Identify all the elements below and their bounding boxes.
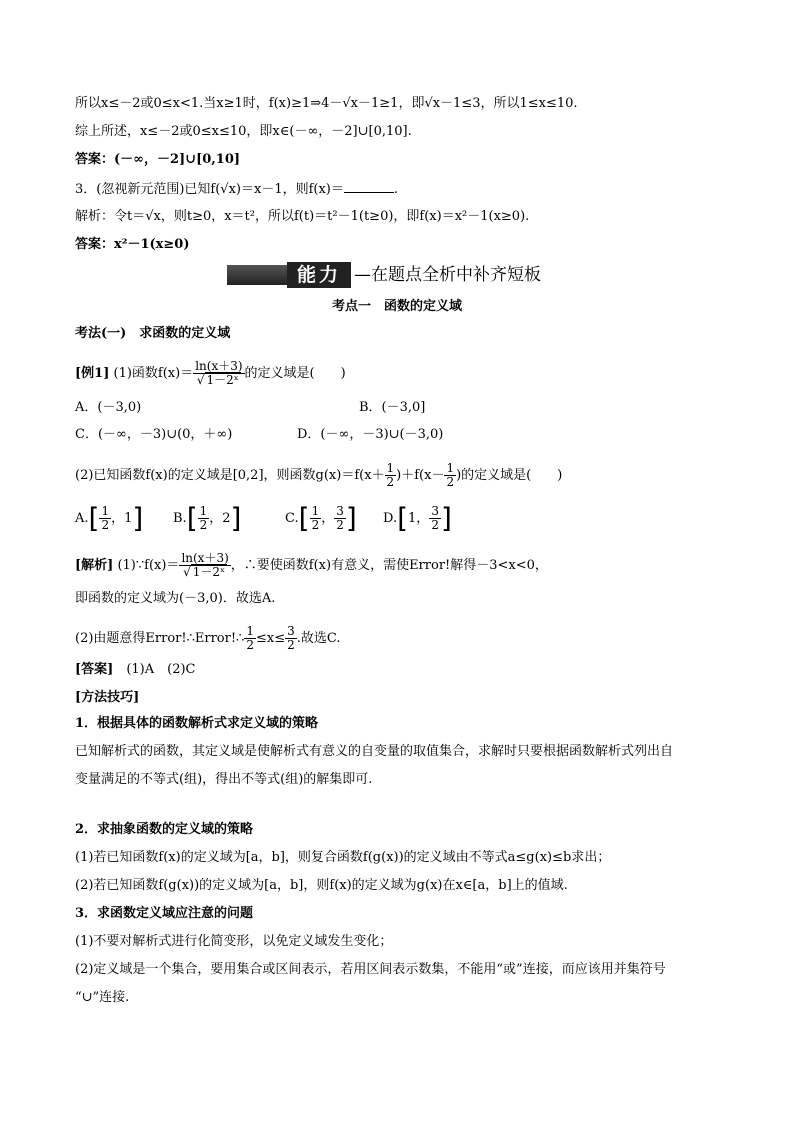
solution-label: [解析]: [75, 558, 114, 573]
section-banner: [227, 262, 559, 288]
fraction: $\frac{1}{2}$: [386, 461, 395, 489]
option-2a: A.[ $\frac{1}{2}$ ，1]: [75, 501, 144, 535]
solution-3: (2)由题意得Error!∴Error!∴ $\frac{1}{2}$ ≤x≤ $\frac{3}{2}$ .故选C.: [75, 624, 341, 652]
q1-suffix: 的定义域是( ): [244, 366, 346, 381]
option-2b: B.[ $\frac{1}{2}$ ，2]: [173, 501, 242, 535]
banner-bar: [227, 265, 287, 285]
answer-row: [75, 660, 196, 680]
tip-3-body: (1)不要对解析式进行化简变形，以免定义域发生变化；: [75, 934, 393, 949]
example-question-2: (2)已知函数f(x)的定义域是[0,2]，则函数g(x)＝f(x＋ $\frac{1}{2}$ )＋f(x－ $\frac{1}{2}$ )的定义域是( ): [75, 461, 563, 489]
answer-blank: [344, 179, 394, 193]
option-2c: C.[ $\frac{1}{2}$ ， $\frac{3}{2}$ ]: [285, 501, 357, 535]
answer-line: 答案：x²－1(x≥0): [75, 237, 190, 252]
tip-1-body: 变量满足的不等式(组)，得出不等式(组)的解集即可.: [75, 772, 373, 787]
answer-label: [答案]: [75, 662, 114, 677]
option-b: B．(－3,0]: [359, 400, 426, 415]
tip-3-title: 3．求函数定义域应注意的问题: [75, 906, 254, 921]
text-line: 所以x≤－2或0≤x<1.当x≥1时，f(x)≥1⇒4－√x－1≥1，即√x－1≤3，所以1≤x≤10.: [75, 96, 578, 111]
question-3: [75, 179, 398, 200]
question-3-end: .: [393, 182, 399, 197]
analysis-line: 解析：令t＝√x，则t≥0，x＝t²，所以f(t)＝t²－1(t≥0)，即f(x)＝x²－1(x≥0).: [75, 209, 530, 224]
question-3-text: 3．(忽视新元范围)已知f(√x)＝x－1，则f(x)＝: [75, 182, 344, 197]
option-d: D．(－∞，－3)∪(－3,0): [297, 427, 444, 442]
example-question-1: [75, 360, 346, 387]
tip-2-body: (2)若已知函数f(g(x))的定义域为[a，b]，则f(x)的定义域为g(x)在x∈[a，b]上的值域.: [75, 878, 568, 893]
q1-prefix: (1)函数f(x)＝: [113, 366, 194, 381]
option-a: A．(－3,0): [75, 400, 142, 415]
fraction: $\frac{\ln(x+3)}{\text{√ 1－2ˣ}}$: [181, 551, 229, 579]
banner-tag: 能力: [287, 262, 351, 288]
method-title: 考法(一) 求函数的定义域: [75, 326, 231, 341]
answer-value: (1)A (2)C: [126, 662, 196, 677]
solution-1: [解析] (1)∵f(x)＝ $\frac{\ln(x+3)}{\text{√ 1－2ˣ}}$ ，∴要使函数f(x)有意义，需使Error!解得－3<x<0，: [75, 551, 548, 579]
example-label: [例1]: [75, 366, 110, 381]
text-line: 综上所述，x≤－2或0≤x≤10，即x∈(－∞，－2]∪[0,10].: [75, 124, 412, 139]
tip-3-body: “∪”连接.: [75, 990, 130, 1005]
tip-2-body: (1)若已知函数f(x)的定义域为[a，b]，则复合函数f(g(x))的定义域由不等式a≤g(x)≤b求出；: [75, 850, 611, 865]
banner-subtitle: —在题点全析中补齐短板: [354, 265, 541, 285]
tips-label: [方法技巧]: [75, 690, 140, 705]
section-title: 考点一 函数的定义域: [331, 299, 462, 314]
tip-2-title: 2．求抽象函数的定义域的策略: [75, 822, 254, 837]
fraction: $\frac{1}{2}$: [446, 461, 455, 489]
fraction: $\frac{\ln(x+3)}{\text{√ 1－2ˣ}}$: [195, 359, 243, 387]
tip-3-body: (2)定义域是一个集合，要用集合或区间表示，若用区间表示数集，不能用“或”连接，而应该用并集符号: [75, 962, 666, 977]
tip-1-body: 已知解析式的函数，其定义域是使解析式有意义的自变量的取值集合，求解时只要根据函数解析式列出自: [75, 744, 674, 759]
option-2d: D.[1， $\frac{3}{2}$ ]: [383, 501, 452, 535]
tip-1-title: 1．根据具体的函数解析式求定义域的策略: [75, 716, 319, 731]
answer-line: 答案：(－∞，－2]∪[0,10]: [75, 152, 241, 167]
solution-2: 即函数的定义域为(－3,0)．故选A.: [75, 591, 276, 606]
option-c: C．(－∞，－3)∪(0，＋∞): [75, 427, 233, 442]
